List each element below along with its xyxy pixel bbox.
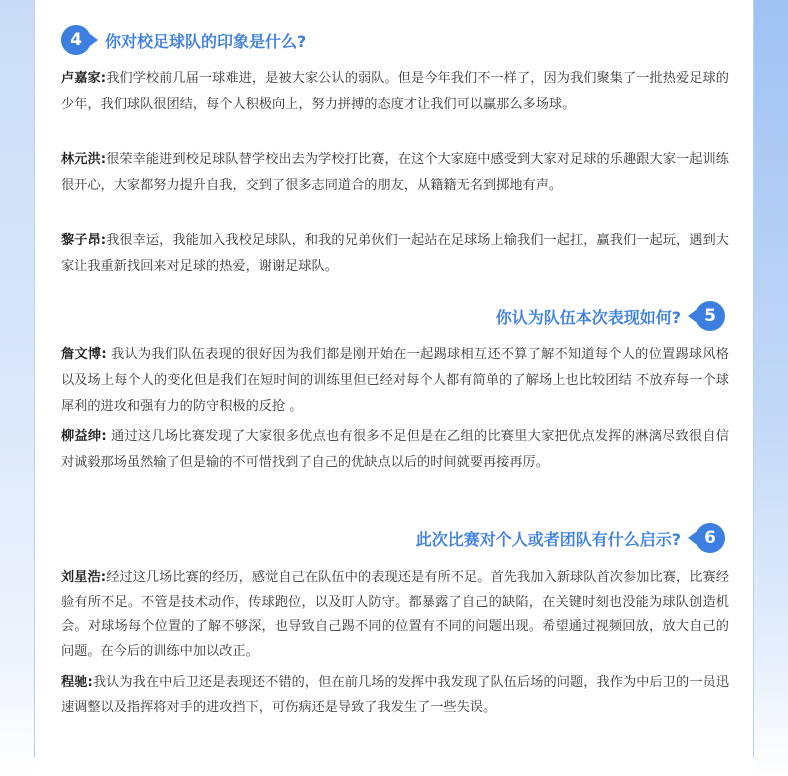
answer-paragraph — [61, 566, 729, 664]
question-text: 此次比赛对个人或者团队有什么启示? — [415, 529, 681, 549]
question-text: 你对校足球队的印象是什么? — [105, 31, 307, 51]
bottom-fade — [35, 736, 753, 758]
answer-paragraph — [61, 147, 729, 199]
question-5-heading — [496, 299, 725, 333]
answer-text: 我们学校前几届一球难进，是被大家公认的弱队。但是今年我们不一样了，因为我们聚集了一批热爱足球的少年，我们球队很团结，每个人积极向上，努力拼搏的态度才让我们可以赢那么多场球。 — [61, 71, 729, 112]
answer-paragraph — [61, 671, 729, 720]
answer-text: 我很幸运，我能加入我校足球队，和我的兄弟伙们一起站在足球场上输我们一起扛，赢我们一起玩，遇到大家让我重新找回来对足球的热爱，谢谢足球队。 — [61, 233, 729, 274]
answer-paragraph — [61, 342, 729, 420]
answer-paragraph — [61, 66, 729, 118]
question-number-badge: 6 — [695, 523, 725, 553]
right-side-decoration — [754, 0, 788, 776]
speaker-name: 卢嘉家: — [61, 71, 107, 86]
left-side-decoration — [0, 0, 34, 776]
question-6-heading — [416, 521, 725, 555]
speaker-name: 林元洪: — [61, 152, 107, 167]
answer-text: 我认为我们队伍表现的很好因为我们都是刚开始在一起踢球相互还不算了解不知道每个人的位置踢球风格以及场上每个人的变化但是我们在短时间的训练里但已经对每个人都有简单的了解场上也比较团结 不放弃每一个球犀利的进攻和强有力的防守积极的反抢 。 — [61, 347, 729, 414]
answer-paragraph — [61, 424, 729, 476]
answer-text: 经过这几场比赛的经历，感觉自己在队伍中的表现还是有所不足。首先我加入新球队首次参加比赛，比赛经验有所不足。不管是技术动作，传球跑位，以及盯人防守。都暴露了自己的缺陷，在关键时刻也没能为球队创造机会。对球场每个位置的了解不够深，也导致自己踢不同的位置有不同的问题出现。希望通过视频回放，放大自己的问题。在今后的训练中加以改正。 — [61, 570, 729, 659]
answer-text: 我认为我在中后卫还是表现还不错的，但在前几场的发挥中我发现了队伍后场的问题，我作为中后卫的一员迅速调整以及指挥将对手的进攻挡下，可伤病还是导致了我发生了一些失误。 — [61, 675, 730, 715]
question-text: 你认为队伍本次表现如何? — [495, 307, 681, 327]
answer-text: 很荣幸能进到校足球队替学校出去为学校打比赛，在这个大家庭中感受到大家对足球的乐趣跟大家一起训练很开心，大家都努力提升自我，交到了很多志同道合的朋友，从籍籍无名到掷地有声。 — [61, 152, 729, 193]
question-number-badge: 5 — [695, 301, 725, 331]
question-4-heading — [61, 23, 306, 57]
speaker-name: 柳益绅: — [61, 429, 107, 444]
answer-text: 通过这几场比赛发现了大家很多优点也有很多不足但是在乙组的比赛里大家把优点发挥的淋漓尽致很自信对诚毅那场虽然输了但是输的不可惜找到了自己的优缺点以后的时间就要再接再厉。 — [61, 429, 729, 470]
answer-paragraph — [61, 228, 729, 280]
speaker-name: 刘星浩: — [61, 570, 107, 585]
question-number-badge: 4 — [61, 25, 91, 55]
speaker-name: 程驰: — [61, 675, 93, 690]
speaker-name: 黎子昂: — [61, 233, 107, 248]
content-panel — [34, 0, 754, 758]
speaker-name: 詹文博: — [61, 347, 107, 362]
